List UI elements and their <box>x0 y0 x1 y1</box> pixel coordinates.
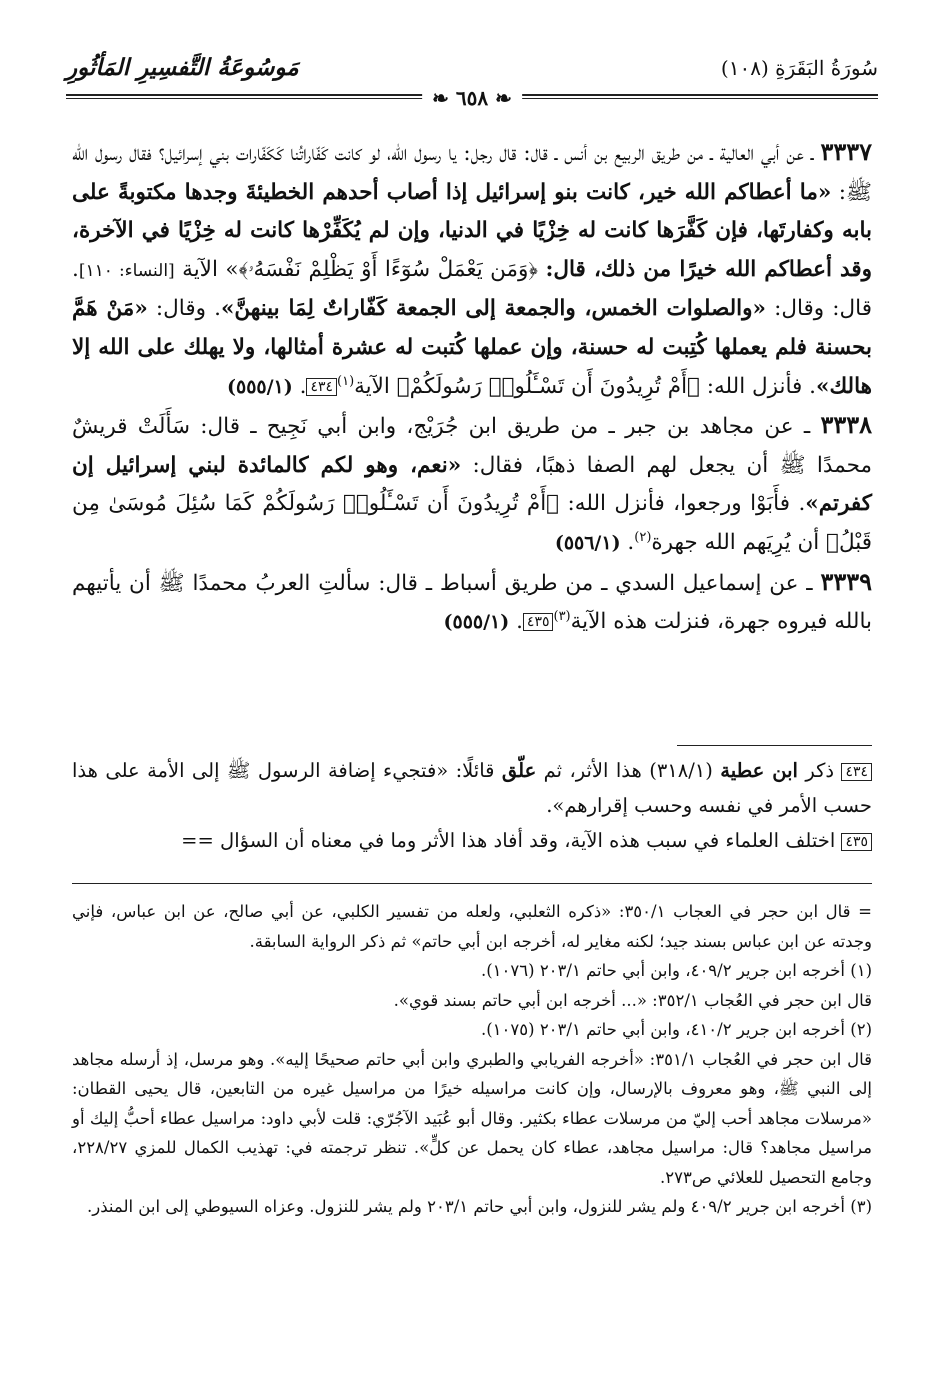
book-title: مَوسُوعَةُ التَّفسِيرِ المَأثُورِ <box>66 54 299 81</box>
entry-number: ٣٣٣٩ <box>820 566 872 596</box>
entry-3339: ٣٣٣٩ ـ عن إسماعيل السدي ـ من طريق أسباط ـ قال: سألتِ العربُ محمدًا ﷺ أن يأتيهم بالله فيروه جهرة، فنزلت هذه الآية$^{(٣)}$٤٣٥. (٥٥٥/١) <box>72 566 872 635</box>
note-box: ٤٣٥ <box>841 833 872 851</box>
surah-title: سُورَةُ البَقَرَةِ (١٠٨) <box>720 56 878 80</box>
note-text: ذكر <box>797 759 842 782</box>
entry-number: ٣٣٣٨ <box>820 410 872 440</box>
text: ـ عن مجاهد بن جبر ـ من طريق ابن جُرَيْج، وابن أبي نَجِيح ـ قال: سَأَلَتْ قريشٌ محمدًا ﷺ أن يجعل لهم الصفا ذهبًا، فقال: <box>72 414 872 478</box>
note-text: (٣١٨/١) هذا الأثر، ثم <box>536 759 721 782</box>
footnote: (٢) أخرجه ابن جرير ٤١٠/٢، وابن أبي حاتم ٢٠٣/١ (١٠٧٥). <box>480 1020 872 1039</box>
text: أن يُرِيَهم الله جهرة <box>651 529 827 555</box>
text: ـ عن إسماعيل السدي ـ من طريق أسباط ـ قال: سألتِ العربُ محمدًا ﷺ أن يأتيهم بالله فيروه جهرة، فنزلت هذه الآية <box>72 570 872 635</box>
hadith-text: «ما أعطاكم الله خير، كانت بنو إسرائيل إذا أصاب أحدهم الخطيئةَ وجدها مكتوبةً على بابه وكفارتَها، فإن كَفَّرَها كانت له خِزْيًا في الدنيا، وإن لم يُكَفِّرْها كانت له خِزْيًا في الآخرة، وقد أعطاكم الله خيرًا من ذلك، قال: <box>72 179 873 282</box>
citation: (٥٥٦/١) <box>554 531 621 554</box>
notes-divider <box>677 745 872 746</box>
note-text: قائلًا: «فتجيء إضافة الرسول ﷺ إلى الأمة على هذا حسب الأمر في نفسه وحسب إقرارهم». <box>72 759 872 817</box>
note-bold: علّق <box>501 759 537 782</box>
footnotes-divider <box>72 883 872 884</box>
note-box: ٤٣٤ <box>841 763 872 781</box>
editorial-note <box>72 823 872 858</box>
citation: (٥٥٥/١) <box>227 375 293 398</box>
entry-3337: ٣٣٣٧ ـ عن أبي العالية ـ من طريق الربيع بن أنس ـ قال: قال رجل: يا رسول الله، لو كانت كَفّاراتُنا كَكَفّارات بني إسرائيل؟ فقال رسول الله ﷺ: «ما أعطاكم الله خير، كانت بنو إسرائيل إذا أصاب أحدهم الخطيئةَ وجدها مكتوبةً على بابه وكفارتَها، فإن كَفَّرَها كانت له خِزْيًا في الدنيا، وإن لم يُكَفِّرْها كانت له خِزْيًا في الآخرة، وقد أعطاكم الله خيرًا من ذلك، قال: ﴿وَمَن يَعْمَلْ سُوٓءًا أَوْ يَظْلِمْ نَفْسَهُۥ﴾» الآية [النساء: ١١٠]. قال: وقال: «والصلوات الخمس، والجمعة إلى الجمعة كَفّاراتٌ لِمَا بينهنَّ». وقال: «مَنْ هَمَّ بحسنة فلم يعملها كُتِبت له حسنة، وإن عملها كُتبت له عشرة أمثالها، ولا يهلك على الله إلا هالك». فأنزل الله: ﴿أَمْ تُرِيدُونَ أَن تَسْـَٔلُوا۟ رَسُولَكُمْ﴾ الآية$^{(١)}$٤٣٤. (٥٥٥/١) <box>72 137 873 399</box>
text: . قال: وقال: <box>72 256 872 322</box>
text: » الآية <box>174 256 239 282</box>
hadith-text: «والصلوات الخمس، والجمعة إلى الجمعة كَفّاراتٌ لِمَا بينهنَّ» <box>220 296 766 322</box>
note-text: اختلف العلماء في سبب هذه الآية، وقد أفاد هذا الأثر وما في معناه أن السؤال == <box>181 829 842 852</box>
text: الآية <box>354 373 397 399</box>
quran-verse: ﴿أَمْ تُرِيدُونَ أَن تَسْـَٔلُوا۟ رَسُولَكُمْ كَمَا سُئِلَ مُوسَىٰ مِن قَبْلُ﴾ <box>72 491 872 555</box>
note-bold: ابن عطية <box>720 759 798 782</box>
entry-number: ٣٣٣٧ <box>820 137 872 166</box>
text: . فأَبَوْا ورجعوا، فأنزل الله: <box>559 491 806 517</box>
footnote-marker: (٢) <box>634 529 652 545</box>
editorial-notes <box>72 753 872 858</box>
hadith-text: «نعم، وهو لكم كالمائدة لبني إسرائيل إن كفرتم» <box>72 452 872 517</box>
footnote-marker: (١) <box>337 373 355 389</box>
hadith-text: «مَنْ هَمَّ بحسنة فلم يعملها كُتِبت له حسنة، وإن عملها كُتبت له عشرة أمثالها، ولا يهلك على الله إلا هالك» <box>72 296 872 399</box>
text: . فأنزل الله: <box>699 373 816 399</box>
footnote: قال ابن حجر في العُجاب ٣٥٢/١: «... أخرجه ابن أبي حاتم بسند قوي». <box>393 990 872 1010</box>
entry-3338: ٣٣٣٨ ـ عن مجاهد بن جبر ـ من طريق ابن جُرَيْج، وابن أبي نَجِيح ـ قال: سَأَلَتْ قريشٌ محمدًا ﷺ أن يجعل لهم الصفا ذهبًا، فقال: «نعم، وهو لكم كالمائدة لبني إسرائيل إن كفرتم». فأَبَوْا ورجعوا، فأنزل الله: ﴿أَمْ تُرِيدُونَ أَن تَسْـَٔلُوا۟ رَسُولَكُمْ كَمَا سُئِلَ مُوسَىٰ مِن قَبْلُ﴾ أن يُرِيَهم الله جهرة$^{(٢)}$. (٥٥٦/١) <box>72 410 872 555</box>
main-text <box>72 133 872 642</box>
footnote-marker: (٣) <box>553 608 571 624</box>
quran-verse: ﴿أَمْ تُرِيدُونَ أَن تَسْـَٔلُوا۟ رَسُولَكُمْ﴾ <box>396 373 700 399</box>
note-box: ٤٣٥ <box>523 613 554 631</box>
note-box: ٤٣٤ <box>306 378 337 396</box>
page-number: ❧ ٦٥٨ ❧ <box>422 86 522 110</box>
text: ـ عن أبي العالية ـ من طريق الربيع بن أنس ـ قال: قال رجل: يا رسول الله، لو كانت كَفّاراتُنا كَكَفّارات بني إسرائيل؟ فقال رسول الله ﷺ: <box>72 141 872 205</box>
page-number-value: ٦٥٨ <box>455 86 489 110</box>
citation: (٥٥٥/١) <box>443 611 510 634</box>
quran-verse: ﴿وَمَن يَعْمَلْ سُوٓءًا أَوْ يَظْلِمْ نَفْسَهُۥ﴾ <box>238 256 546 282</box>
footnote: (٣) أخرجه ابن جرير ٤٠٩/٢ ولم يشر للنزول، وابن أبي حاتم ٢٠٣/١ ولم يشر للنزول. وعزاه السيوطي إلى ابن المنذر. <box>87 1197 872 1216</box>
footnote: = قال ابن حجر في العجاب ٣٥٠/١: «ذكره الثعلبي، ولعله من تفسير الكلبي، عن أبي صالح، عن ابن عباس، فإني وجدته عن ابن عباس بسند جيد؛ لكنه مغاير له، أخرجه ابن أبي حاتم» ثم ذكر الرواية السابقة. <box>72 902 872 951</box>
footnote: قال ابن حجر في العُجاب ٣٥١/١: «أخرجه الفريابي والطبري وابن أبي حاتم صحيحًا إليه». وهو مرسل، إذ أرسله مجاهد إلى النبي ﷺ، وهو معروف بالإرسال، وإن كانت مراسيله خيرًا من مراسيل غيره من التابعين، قال يحيى القطان: «مرسلات مجاهد أحب إليّ من مرسلات عطاء بكثير. وقال أبو عُبَيد الآجُرّي: قلت لأبي داود: مراسيل عطاء أحبُّ إليك أو مراسيل مجاهد؟ قال: مراسيل مجاهد، عطاء كان يحمل عن كلٍّ». تنظر ترجمته في: تهذيب الكمال للمزي ٢٢٨/٢٧، وجامع التحصيل للعلائي ص٢٧٣. <box>72 1049 872 1187</box>
footnote: (١) أخرجه ابن جرير ٤٠٩/٢، وابن أبي حاتم ٢٠٣/١ (١٠٧٦). <box>480 961 872 980</box>
verse-ref: [النساء: ١١٠] <box>78 260 175 281</box>
page-header <box>66 52 878 110</box>
editorial-note <box>72 753 872 823</box>
footnotes <box>72 897 872 1222</box>
text: . وقال: <box>147 296 221 322</box>
